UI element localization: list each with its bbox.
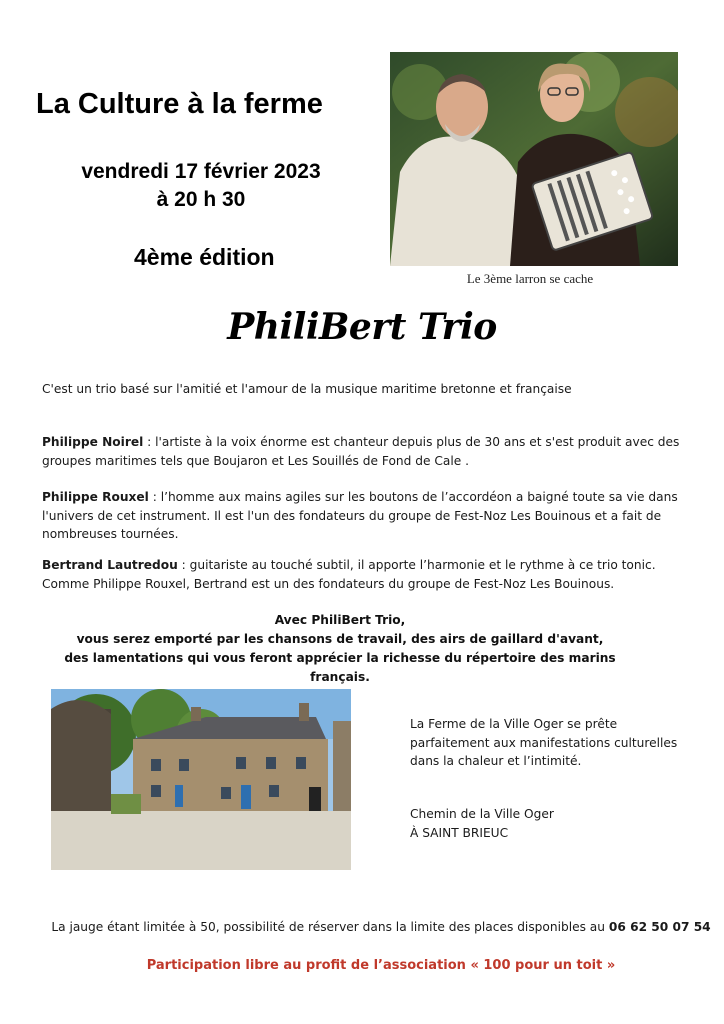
musicians-photo [390, 52, 678, 266]
tagline-line: vous serez emporté par les chansons de travail, des airs de gaillard d'avant, [76, 632, 604, 646]
phone-number: 06 62 50 07 54 [608, 920, 711, 934]
farm-photo-illustration [51, 689, 351, 870]
member-paragraph [42, 433, 682, 470]
venue-description: La Ferme de la Ville Oger se prête parfaitement aux manifestations culturelles dans la chaleur et l’intimité. [410, 717, 678, 768]
farm-photo [51, 689, 351, 870]
member-description: : l’homme aux mains agiles sur les boutons de l’accordéon a baigné toute sa vie dans l'univers de cet instrument. Il est l'un des fondateurs du groupe de Fest-Noz Les Bouinous et a fait de nombreuses tournées. [42, 490, 678, 541]
musicians-photo-illustration [390, 52, 678, 266]
tagline-line: des lamentations qui vous feront apprécier la richesse du répertoire des marins français. [64, 651, 616, 684]
member-name: Philippe Rouxel [42, 490, 149, 504]
intro-text: C'est un trio basé sur l'amitié et l'amour de la musique maritime bretonne et française [42, 382, 572, 396]
member-paragraph [42, 556, 682, 593]
event-date [56, 158, 346, 214]
photo-caption: Le 3ème larron se cache [466, 271, 594, 286]
participation-notice: Participation libre au profit de l’association « 100 pour un toit » [146, 958, 616, 973]
member-name: Bertrand Lautredou [42, 558, 178, 572]
member-name: Philippe Noirel [42, 435, 144, 449]
capacity-notice [0, 920, 724, 934]
venue-address [410, 805, 670, 842]
event-edition: 4ème édition [134, 244, 275, 270]
venue-address-street: Chemin de la Ville Oger [410, 807, 554, 821]
member-description: : l'artiste à la voix énorme est chanteur depuis plus de 30 ans et s'est produit avec des groupes maritimes tels que Boujaron et Les Souillés de Fond de Cale . [42, 435, 680, 468]
band-name: PhiliBert Trio [227, 306, 497, 348]
event-date-day: vendredi 17 février 2023 [81, 160, 321, 183]
event-title: La Culture à la ferme [36, 88, 323, 120]
tagline [42, 611, 638, 687]
venue-address-city: À SAINT BRIEUC [410, 825, 509, 840]
event-date-time: à 20 h 30 [156, 188, 246, 211]
member-description: : guitariste au touché subtil, il apporte l’harmonie et le rythme à ce trio tonic. Comme Philippe Rouxel, Bertrand est un des fondateurs du groupe de Fest-Noz Les Bouinous. [42, 558, 656, 591]
member-paragraph [42, 488, 682, 544]
tagline-line: Avec PhiliBert Trio, [274, 613, 406, 627]
capacity-text: La jauge étant limitée à 50, possibilité de réserver dans la limite des places disponibles au [51, 920, 609, 934]
